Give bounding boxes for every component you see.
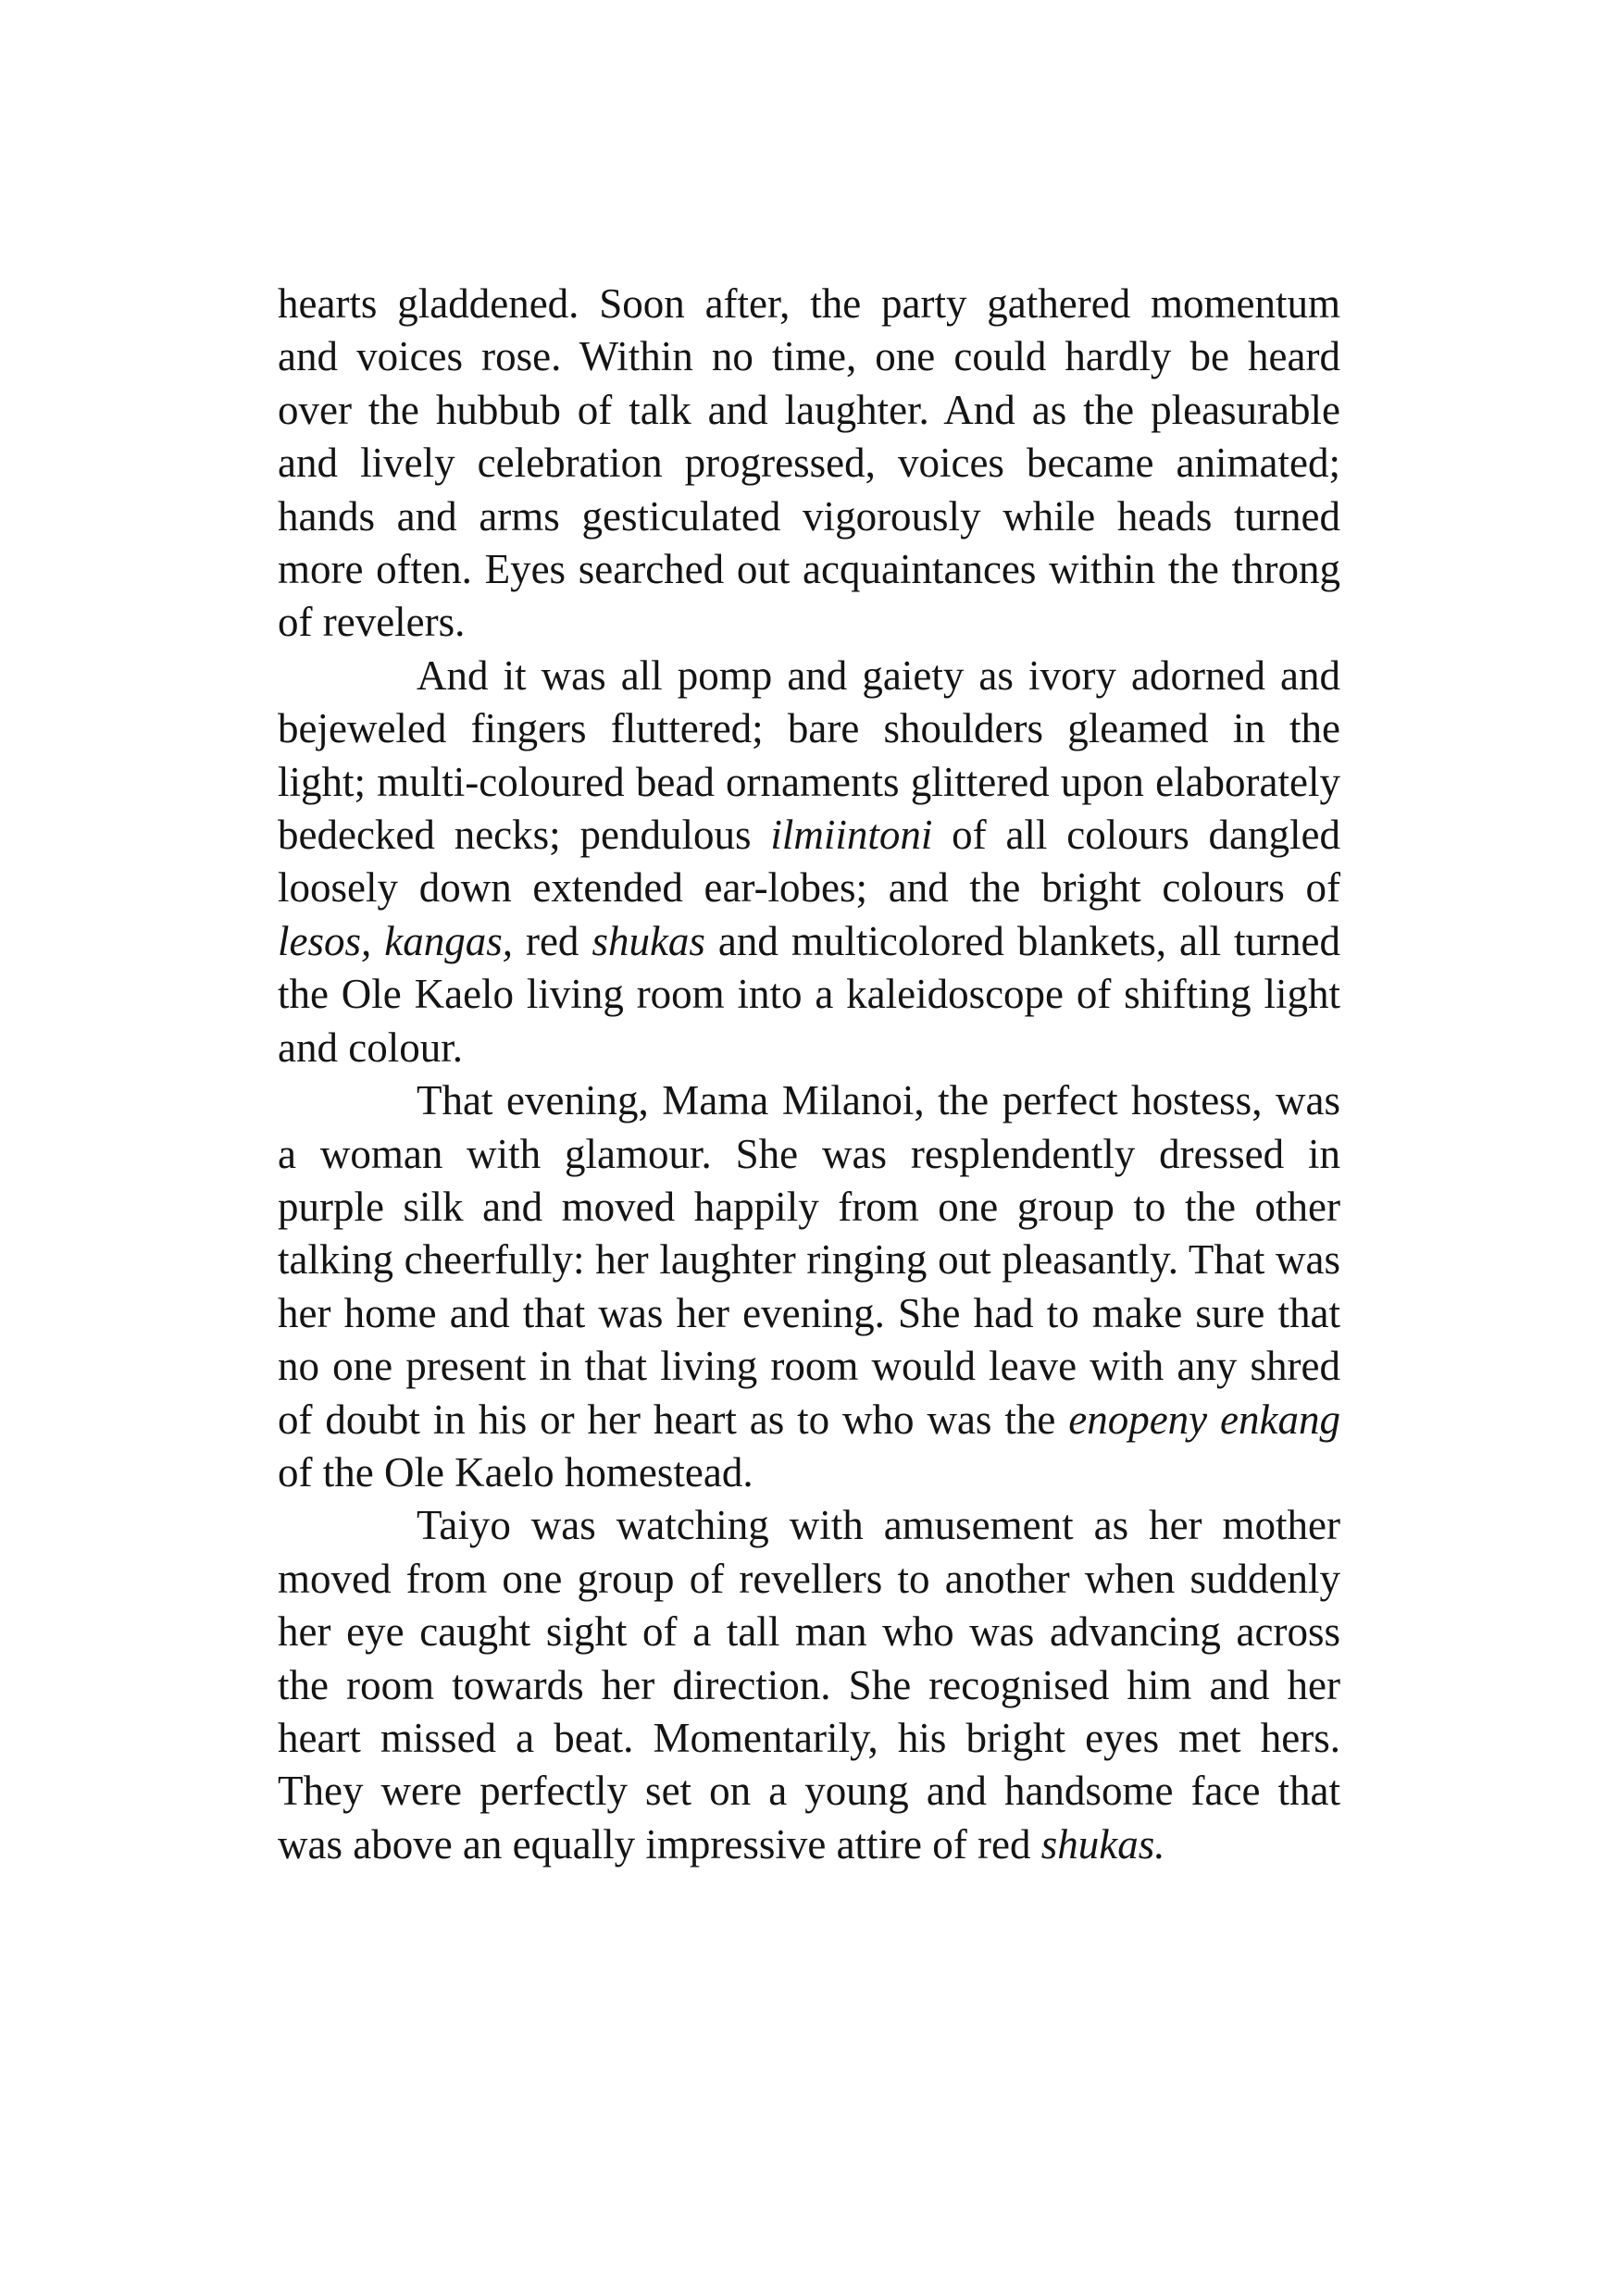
paragraph-text: hearts gladdened. Soon after, the party gathered momentum and voices rose. Within no time, one could hardly be heard over the hubbub of talk and laughter. And as the pleasurable and lively celebration progressed, voices became animated; hands and arms gesticulated vigorously while heads turned more often. Eyes searched out acquaintances within the throng of revelers.	[278, 280, 1340, 646]
italic-term-ilmiintoni: ilmiintoni	[770, 812, 933, 859]
paragraph-text: of the Ole Kaelo homestead.	[278, 1448, 753, 1496]
italic-term-lesos-kangas: lesos, kangas,	[278, 917, 513, 964]
paragraph-text: That evening, Mama Milanoi, the perfect hostess, was a woman with glamour. She was resplendently dressed in purple silk and moved happily from one group to the other talking cheerfully: her laughter ringing out pleasantly. That was her home and that was her evening. She had to make sure that no one present in that living room would leave with any shred of doubt in his or her heart as to who was the	[278, 1077, 1340, 1443]
paragraph-4	[278, 1499, 1340, 1871]
body-text	[278, 278, 1340, 1871]
paragraph-3	[278, 1074, 1340, 1499]
paragraph-2	[278, 650, 1340, 1074]
paragraph-text: red	[512, 917, 592, 964]
paragraph-text: and multicolored blankets, all turned the Ole Kaelo living room into a kaleidoscope of shifting light and colour.	[278, 917, 1340, 1071]
paragraph-1	[278, 278, 1340, 650]
paragraph-text: Taiyo was watching with amusement as her mother moved from one group of revellers to another when suddenly her eye caught sight of a tall man who was advancing across the room towards her direction. She recognised him and her heart missed a beat. Momentarily, his bright eyes met hers. They were perfectly set on a young and handsome face that was above an equally impressive attire of red	[278, 1502, 1340, 1868]
italic-term-enopeny-enkang: enopeny enkang	[1068, 1396, 1340, 1443]
paragraph-text: of all colours dangled loosely down extended ear-lobes; and the bright colours of	[278, 812, 1340, 912]
italic-term-shukas: shukas	[592, 917, 705, 964]
paragraph-text: And it was all pomp and gaiety as ivory adorned and bejeweled fingers fluttered; bare shoulders gleamed in the light; multi-coloured bead ornaments glittered upon elaborately bedecked necks; pendulous	[278, 652, 1340, 859]
italic-term-shukas: shukas.	[1040, 1820, 1165, 1868]
